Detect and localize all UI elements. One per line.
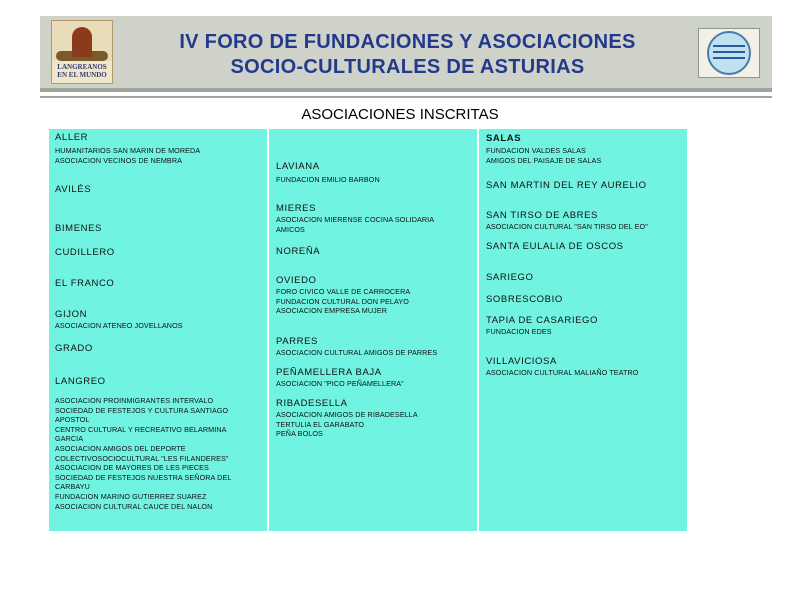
list-item: HUMANITARIOS SAN MARIN DE MOREDA xyxy=(55,146,201,155)
list-item: FUNDACION EMILIO BARBON xyxy=(276,175,380,184)
page-title xyxy=(120,30,695,80)
association-list xyxy=(276,348,437,358)
municipality-gijon: GIJON xyxy=(55,309,88,320)
column-3 xyxy=(478,129,688,531)
list-item: FUNDACION EDES xyxy=(486,327,552,336)
municipality-parres: PARRES xyxy=(276,336,318,347)
municipality-grado: GRADO xyxy=(55,343,93,354)
municipality-sobrescobio: SOBRESCOBIO xyxy=(486,294,563,305)
list-item: FORO CIVICO VALLE DE CARROCERA xyxy=(276,287,411,296)
municipality-mieres: MIERES xyxy=(276,203,317,214)
municipality-sariego: SARIEGO xyxy=(486,272,534,283)
municipality-san-martin-del-rey-aurelio: SAN MARTIN DEL REY AURELIO xyxy=(486,180,647,191)
list-item: SOCIEDAD DE FESTEJOS NUESTRA SEÑORA DEL xyxy=(55,472,232,482)
list-item: ASOCIACION AMIGOS DE RIBADESELLA xyxy=(276,410,418,419)
list-item: ASOCIACION MIERENSE COCINA SOLIDARIA xyxy=(276,215,435,224)
logo-circle xyxy=(707,31,751,75)
municipality-el-franco: EL FRANCO xyxy=(55,278,115,289)
associations-panel xyxy=(48,129,688,531)
list-item: COLECTIVOSOCIOCULTURAL "LES FILANDERES" xyxy=(55,453,229,463)
logo-miner-figure xyxy=(72,27,92,57)
municipality-norena: NOREÑA xyxy=(276,246,321,257)
logo-stripe xyxy=(713,45,745,47)
list-item: FUNDACION VALDES SALAS xyxy=(486,146,586,155)
municipality-langreo: LANGREO xyxy=(55,376,106,387)
municipality-ribadesella: RIBADESELLA xyxy=(276,398,348,409)
municipality-aller: ALLER xyxy=(55,132,89,143)
list-item: CENTRO CULTURAL Y RECREATIVO BELARMINA xyxy=(55,424,227,434)
association-list xyxy=(55,396,231,511)
list-item: ASOCIACION CULTURAL CAUCE DEL NALON xyxy=(55,501,213,511)
list-item: FUNDACION MARINO GUTIERREZ SUAREZ xyxy=(55,491,207,501)
langreanos-logo xyxy=(51,20,113,84)
column-1 xyxy=(48,129,268,531)
section-subtitle: ASOCIACIONES INSCRITAS xyxy=(301,106,499,123)
list-item: CARBAYU xyxy=(55,482,90,492)
municipality-bimenes: BIMENES xyxy=(55,223,102,234)
list-item: ASOCIACION ATENEO JOVELLANOS xyxy=(55,321,183,330)
list-item: AMIGOS DEL PAISAJE DE SALAS xyxy=(486,155,602,165)
municipality-tapia-de-casariego: TAPIA DE CASARIEGO xyxy=(486,315,598,326)
column-2 xyxy=(268,129,478,531)
logo-stripe xyxy=(713,57,745,59)
municipality-santa-eulalia-de-oscos: SANTA EULALIA DE OSCOS xyxy=(486,241,624,252)
municipality-cudillero: CUDILLERO xyxy=(55,247,115,258)
municipality-san-tirso-de-abres: SAN TIRSO DE ABRES xyxy=(486,210,598,221)
municipality-oviedo: OVIEDO xyxy=(276,275,317,286)
municipality-salas: SALAS xyxy=(486,133,522,144)
municipality-penamellera-baja: PEÑAMELLERA BAJA xyxy=(276,367,382,378)
list-item: APOSTOL xyxy=(55,415,90,425)
list-item: PEÑA BOLOS xyxy=(276,429,323,439)
list-item: GARCIA xyxy=(55,434,84,444)
title-line-1: IV FORO DE FUNDACIONES Y ASOCIACIONES xyxy=(179,31,636,53)
association-list xyxy=(55,321,183,331)
list-item: ASOCIACION CULTURAL "SAN TIRSO DEL EO" xyxy=(486,222,648,231)
association-list xyxy=(55,146,200,165)
association-list xyxy=(276,410,418,439)
forum-logo xyxy=(698,28,760,78)
list-item: ASOCIACION AMIGOS DEL DEPORTE xyxy=(55,443,186,453)
municipality-villaviciosa: VILLAVICIOSA xyxy=(486,356,557,367)
list-item: TERTULIA EL GARABATO xyxy=(276,419,365,429)
list-item: ASOCIACION CULTURAL AMIGOS DE PARRES xyxy=(276,348,438,357)
association-list xyxy=(486,222,648,232)
municipality-aviles: AVILÉS xyxy=(55,184,92,195)
municipality-laviana: LAVIANA xyxy=(276,161,320,172)
list-item: AMICOS xyxy=(276,224,305,234)
association-list xyxy=(276,379,404,389)
list-item: ASOCIACION CULTURAL MALIAÑO TEATRO xyxy=(486,368,639,377)
association-list xyxy=(276,287,410,316)
title-line-2: SOCIO-CULTURALES DE ASTURIAS xyxy=(230,56,585,78)
header-divider xyxy=(40,96,772,98)
logo-caption: LANGREANOS EN EL MUNDO xyxy=(57,63,107,79)
list-item: ASOCIACION EMPRESA MUJER xyxy=(276,306,388,316)
list-item: FUNDACION CULTURAL DON PELAYO xyxy=(276,296,409,306)
association-list xyxy=(276,175,380,185)
association-list xyxy=(486,146,601,165)
list-item: ASOCIACION VECINOS DE NEMBRA xyxy=(55,155,183,165)
logo-stripe xyxy=(713,51,745,53)
list-item: ASOCIACION DE MAYORES DE LES PIECES xyxy=(55,463,209,473)
association-list xyxy=(276,215,434,234)
association-list xyxy=(486,368,639,378)
list-item: ASOCIACION "PICO PEÑAMELLERA" xyxy=(276,379,404,388)
list-item: ASOCIACION PROINMIGRANTES INTERVALO xyxy=(55,396,214,405)
association-list xyxy=(486,327,552,337)
list-item: SOCIEDAD DE FESTEJOS Y CULTURA SANTIAGO xyxy=(55,405,229,415)
